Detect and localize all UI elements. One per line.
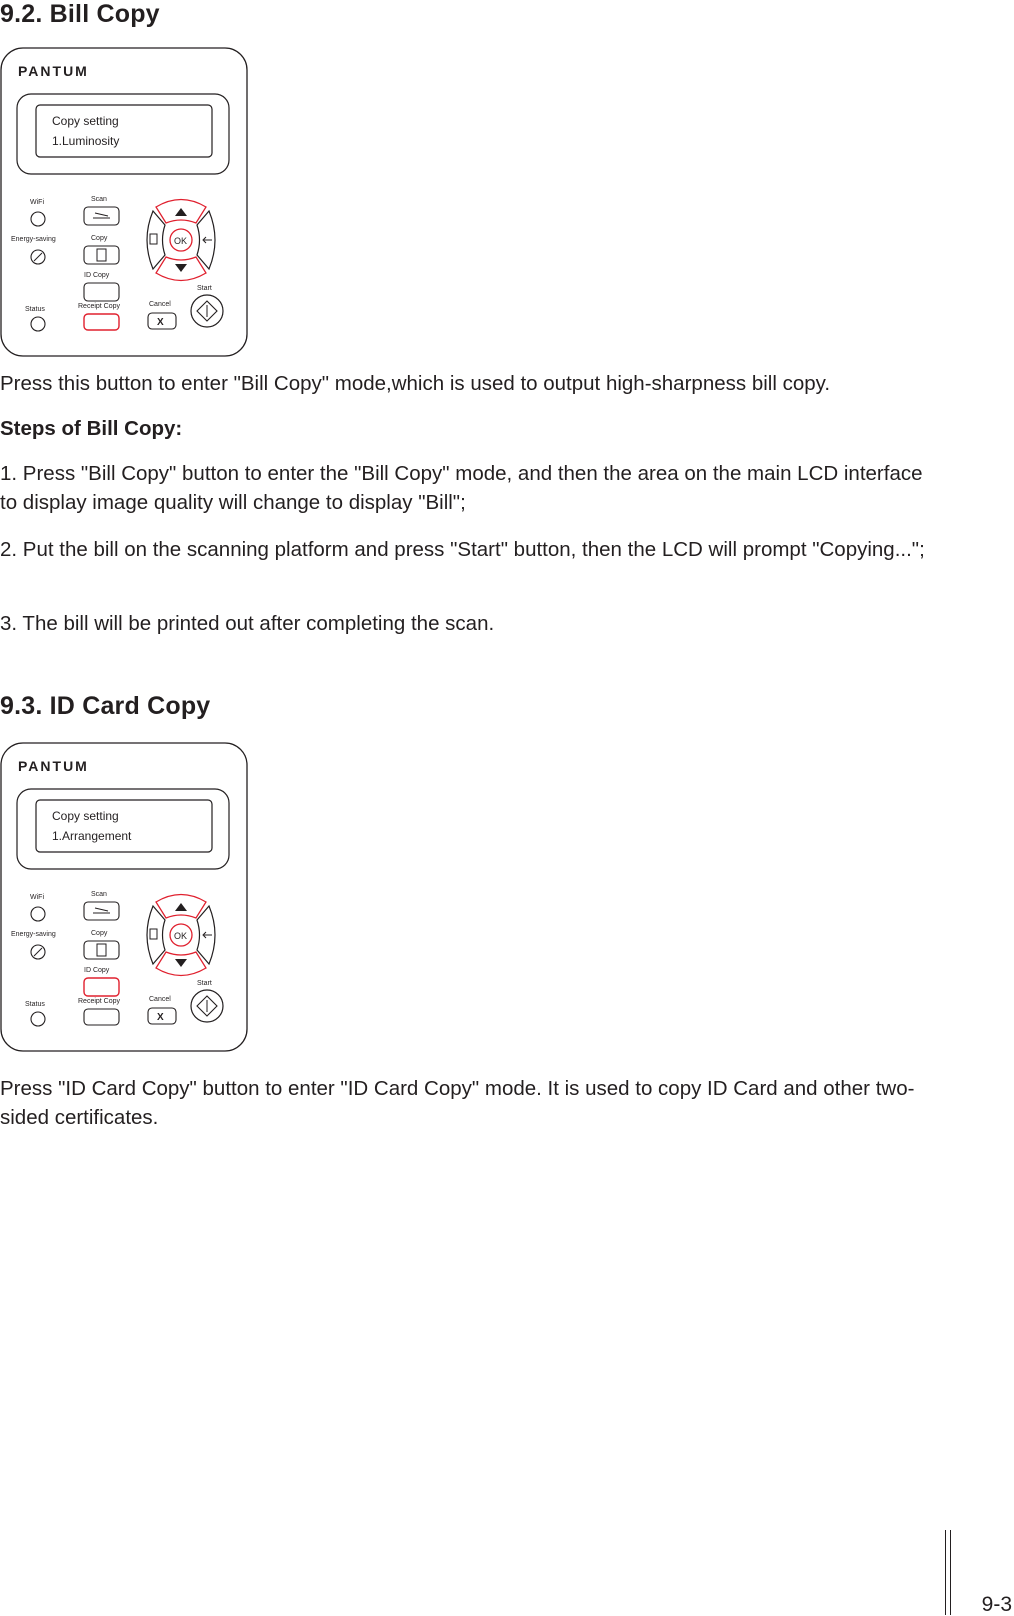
energy-saving-label: Energy-saving [11,931,56,938]
copy-label: Copy [91,930,108,937]
status-label: Status [25,306,45,313]
receipt-copy-label: Receipt Copy [78,998,121,1005]
step-3: 3. The bill will be printed out after completing the scan. [0,612,495,635]
lcd-line-1: Copy setting [52,114,119,128]
receipt-copy-label: Receipt Copy [78,303,121,310]
footer-rule-right [950,1530,951,1615]
step-1: 1. Press "Bill Copy" button to enter the "Bill Copy" mode, and then the area on the main LCD interface to display image quality will change to display "Bill"; [0,462,923,514]
id-card-copy-intro: Press "ID Card Copy" button to enter "ID Card Copy" mode. It is used to copy ID Card and other two-sided certificates. [0,1077,915,1129]
scan-label: Scan [91,891,107,898]
control-panel-id-card-copy [0,742,248,1052]
bill-copy-intro: Press this button to enter "Bill Copy" mode,which is used to output high-sharpness bill copy. [0,372,831,395]
lcd-line-2: 1.Luminosity [52,134,120,148]
ok-label: OK [174,236,188,246]
control-panel-bill-copy [0,47,248,357]
footer-rule-left [945,1530,946,1615]
id-copy-button [84,978,119,996]
start-label: Start [197,285,212,292]
steps-title: Steps of Bill Copy: [0,417,183,440]
wifi-label: WiFi [30,894,44,901]
status-indicator [31,1012,45,1026]
lcd-line-2: 1.Arrangement [52,829,132,843]
step-2: 2. Put the bill on the scanning platform and press "Start" button, then the LCD will prompt "Copying..."; [0,538,925,561]
id-copy-label: ID Copy [84,272,110,279]
lcd-screen [36,105,212,157]
wifi-button [31,212,45,226]
id-copy-button [84,283,119,301]
ok-label: OK [174,931,188,941]
wifi-button [31,907,45,921]
lcd-line-1: Copy setting [52,809,119,823]
scan-button [84,902,119,920]
cancel-label: Cancel [149,996,171,1003]
pantum-logo: PANTUM [18,63,89,79]
energy-saving-label: Energy-saving [11,236,56,243]
id-copy-label: ID Copy [84,967,110,974]
cancel-x-icon: X [157,317,164,328]
cancel-label: Cancel [149,301,171,308]
receipt-copy-button [84,314,119,330]
cancel-x-icon: X [157,1012,164,1023]
start-label: Start [197,980,212,987]
wifi-label: WiFi [30,199,44,206]
section-heading-bill-copy: 9.2. Bill Copy [0,0,160,28]
page-number: 9-3 [981,1593,1012,1616]
scan-button [84,207,119,225]
status-indicator [31,317,45,331]
copy-label: Copy [91,235,108,242]
lcd-screen [36,800,212,852]
scan-label: Scan [91,196,107,203]
status-label: Status [25,1001,45,1008]
section-heading-id-card-copy: 9.3. ID Card Copy [0,692,211,720]
pantum-logo: PANTUM [18,758,89,774]
receipt-copy-button [84,1009,119,1025]
